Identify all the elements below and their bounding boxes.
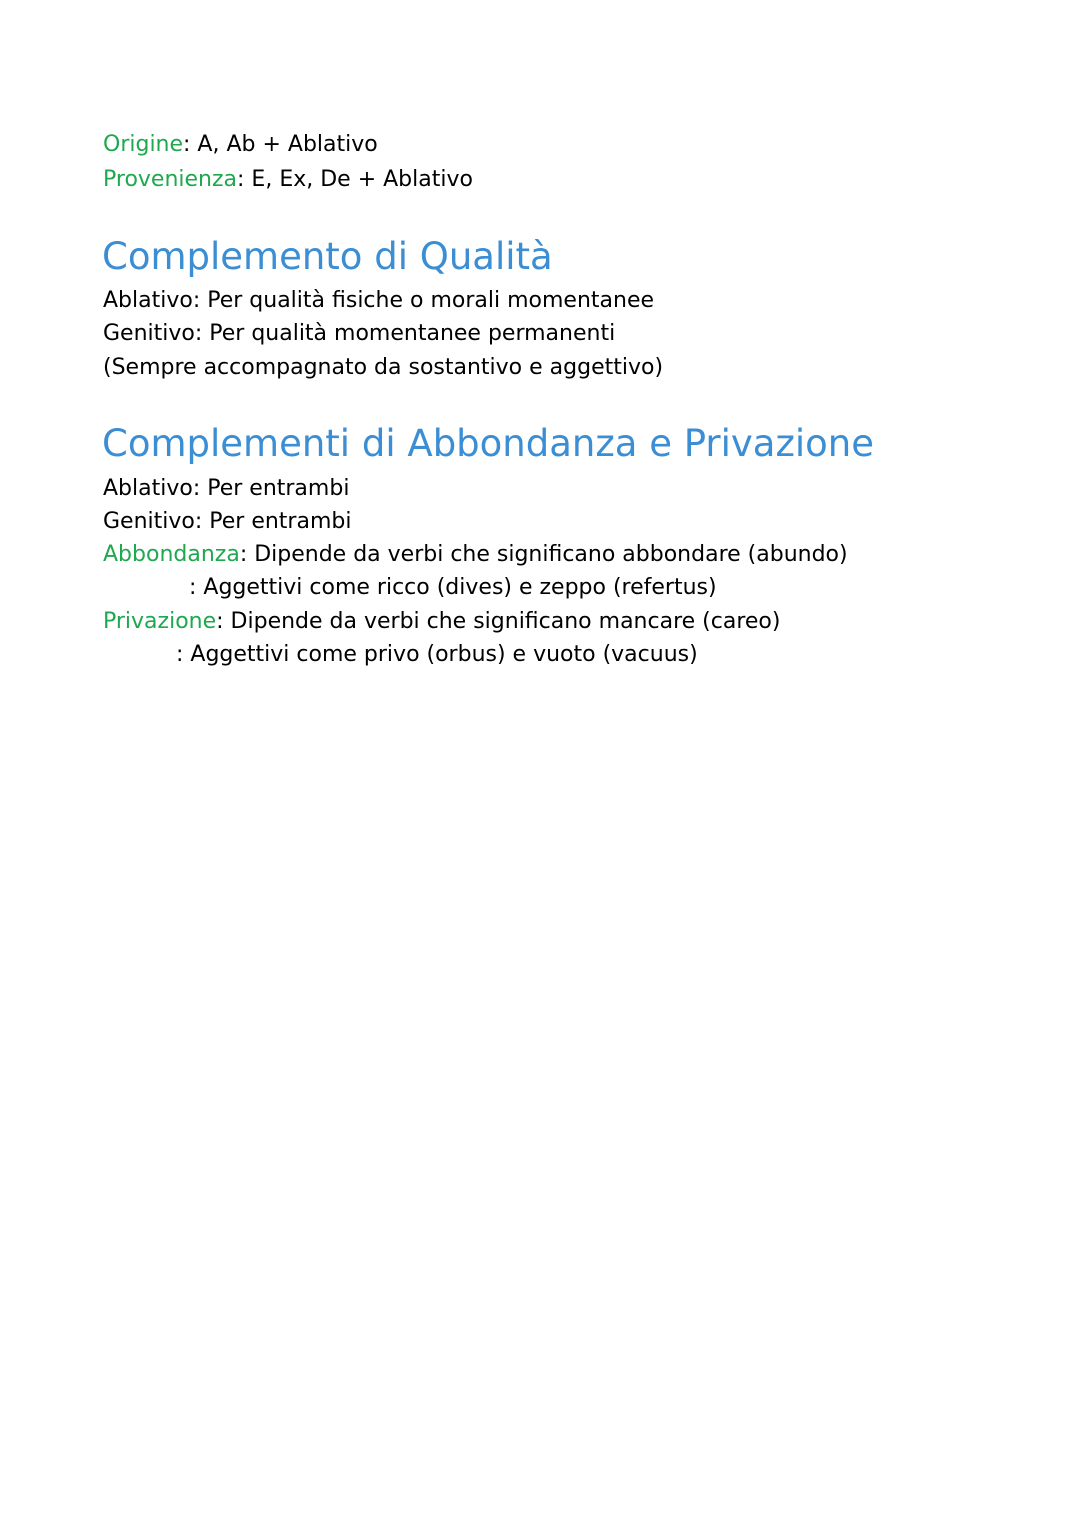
origine-term: Origine bbox=[103, 132, 184, 157]
provenienza-term: Provenienza bbox=[103, 167, 238, 192]
privazione-text: : Dipende da verbi che significano mancare (careo) bbox=[216, 609, 781, 634]
privazione-line bbox=[103, 608, 780, 636]
provenienza-line bbox=[103, 166, 473, 194]
privazione-sub-line: : Aggettivi come privo (orbus) e vuoto (vacuus) bbox=[176, 642, 698, 667]
abbondanza-text: : Dipende da verbi che significano abbondare (abundo) bbox=[239, 542, 848, 567]
abbondanza-term: Abbondanza bbox=[103, 542, 240, 567]
privazione-term: Privazione bbox=[103, 609, 217, 634]
abbondanza-sub-line: : Aggettivi come ricco (dives) e zeppo (refertus) bbox=[189, 575, 717, 600]
qualita-genitivo-line: Genitivo: Per qualità momentanee permanenti bbox=[103, 321, 616, 346]
provenienza-text: : E, Ex, De + Ablativo bbox=[237, 167, 473, 192]
qualita-heading: Complemento di Qualità bbox=[102, 235, 553, 278]
origine-text: : A, Ab + Ablativo bbox=[183, 132, 378, 157]
abbondanza-privazione-heading: Complementi di Abbondanza e Privazione bbox=[102, 422, 875, 465]
qualita-ablativo-line: Ablativo: Per qualità fisiche o morali momentanee bbox=[103, 288, 655, 313]
qualita-note-line: (Sempre accompagnato da sostantivo e aggettivo) bbox=[103, 355, 664, 380]
origine-line bbox=[103, 131, 378, 159]
ap-ablativo-line: Ablativo: Per entrambi bbox=[103, 476, 350, 501]
abbondanza-line bbox=[103, 541, 848, 569]
ap-genitivo-line: Genitivo: Per entrambi bbox=[103, 509, 352, 534]
